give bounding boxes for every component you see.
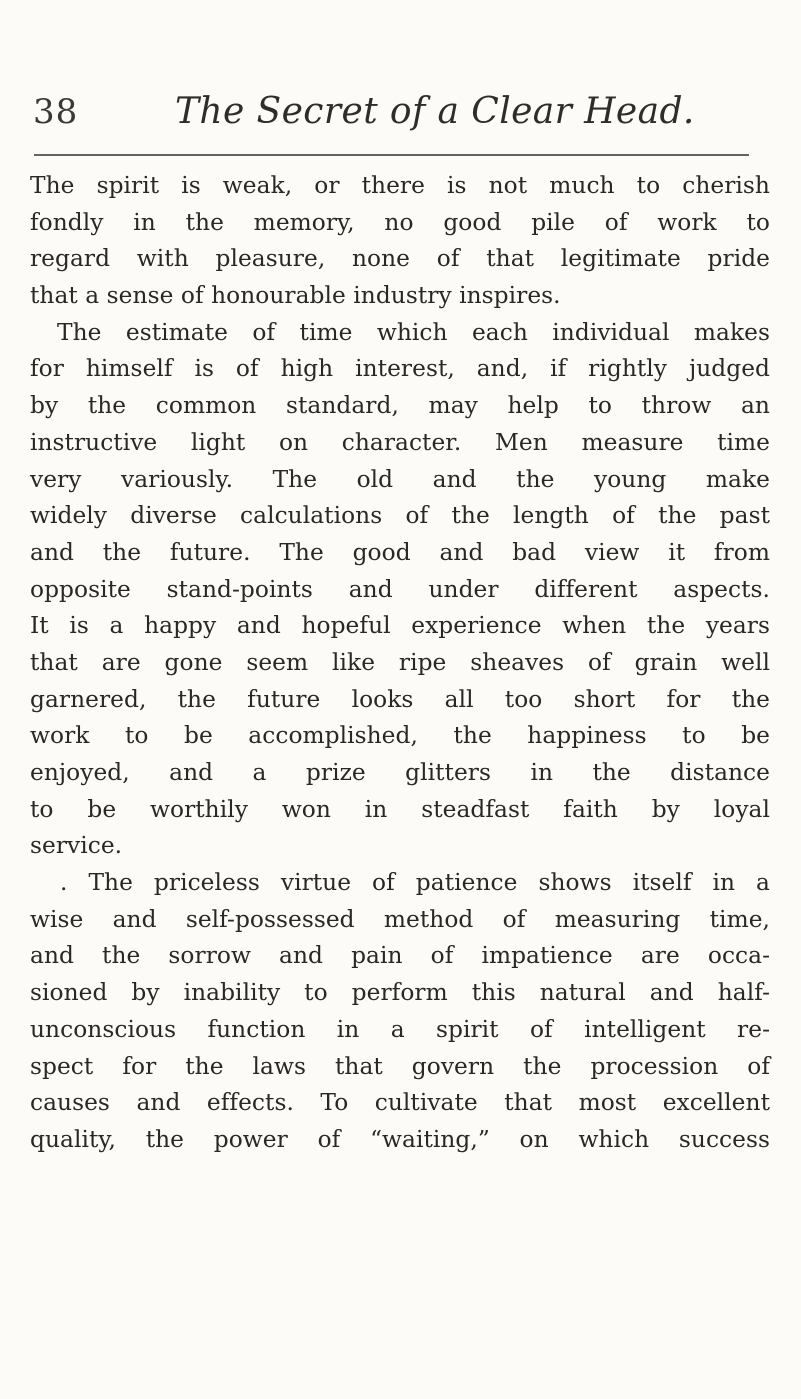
- text-line: unconscious function in a spirit of intelligent re-: [30, 1015, 770, 1043]
- text-line: The spirit is weak, or there is not much to cherish: [30, 172, 770, 199]
- text-line: opposite stand-points and under different aspects.: [30, 575, 770, 603]
- text-line: quality, the power of “waiting,” on which success: [30, 1125, 770, 1153]
- text-line: and the future. The good and bad view it from: [30, 538, 770, 566]
- text-line: that are gone seem like ripe sheaves of grain well: [30, 648, 770, 676]
- running-title: The Secret of a Clear Head.: [175, 91, 695, 132]
- text-line: and the sorrow and pain of impatience are occa-: [30, 942, 770, 970]
- page-number: 38: [33, 92, 79, 132]
- text-line: regard with pleasure, none of that legitimate pride: [30, 245, 770, 273]
- text-line: garnered, the future looks all too short for the: [30, 685, 770, 713]
- text-line: by the common standard, may help to throw an: [30, 392, 770, 420]
- text-line: that a sense of honourable industry inspires.: [30, 282, 561, 310]
- text-line: service.: [30, 832, 123, 860]
- page-header: [33, 92, 753, 138]
- text-line: enjoyed, and a prize glitters in the distance: [30, 759, 770, 786]
- text-line: very variously. The old and the young make: [30, 465, 770, 493]
- text-line: for himself is of high interest, and, if rightly judged: [30, 355, 770, 383]
- header-rule: [34, 154, 749, 156]
- text-line: work to be accomplished, the happiness to be: [30, 722, 770, 750]
- body-text: [30, 168, 770, 1159]
- text-line: causes and effects. To cultivate that most excellent: [30, 1089, 770, 1117]
- text-line: wise and self-possessed method of measuring time,: [30, 905, 770, 933]
- text-line: It is a happy and hopeful experience when the years: [30, 612, 770, 640]
- text-line: to be worthily won in steadfast faith by loyal: [30, 795, 770, 823]
- text-line: spect for the laws that govern the procession of: [30, 1052, 770, 1080]
- text-line: sioned by inability to perform this natural and half-: [30, 979, 770, 1007]
- text-line: . The priceless virtue of patience shows itself in a: [60, 869, 770, 897]
- text-line: fondly in the memory, no good pile of work to: [30, 208, 770, 236]
- text-line: The estimate of time which each individual makes: [57, 318, 770, 346]
- text-line: widely diverse calculations of the length of the past: [30, 502, 770, 530]
- text-line: instructive light on character. Men measure time: [30, 428, 770, 456]
